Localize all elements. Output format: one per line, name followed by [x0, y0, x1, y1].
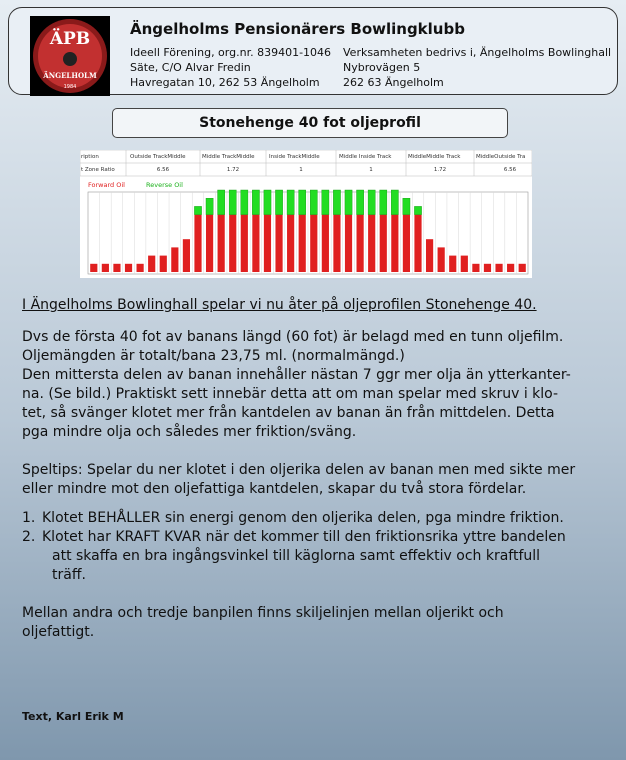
page-title: Stonehenge 40 fot oljeprofil — [112, 108, 508, 138]
table-header-cell: ription — [81, 154, 99, 160]
table-cell: 6.56 — [156, 167, 170, 173]
list-item — [22, 528, 614, 585]
paragraph-closing — [22, 604, 614, 642]
table-row-label: t Zone Ratio — [81, 167, 115, 173]
table-cell: 1 — [299, 167, 303, 173]
text-line: träff. — [52, 567, 86, 583]
forward-oil-bar — [484, 264, 491, 272]
reverse-oil-bar — [264, 190, 271, 215]
reverse-oil-bar — [310, 190, 317, 215]
reverse-oil-bar — [368, 190, 375, 215]
forward-oil-bar — [380, 215, 387, 272]
table-cell: 1.72 — [433, 167, 447, 173]
forward-oil-bar — [299, 215, 306, 272]
reverse-oil-bar — [206, 198, 213, 214]
forward-oil-bar — [113, 264, 120, 272]
reverse-oil-bar — [194, 206, 201, 214]
forward-oil-bar — [206, 215, 213, 272]
forward-oil-bar — [252, 215, 259, 272]
reverse-oil-bar — [275, 190, 282, 215]
forward-oil-bar — [125, 264, 132, 272]
text-line: att skaffa en bra ingångsvinkel till käglorna samt effektiv och kraftfull — [52, 548, 541, 564]
text-line: oljefattigt. — [22, 624, 95, 640]
forward-oil-bar — [414, 215, 421, 272]
text-line: na. (Se bild.) Praktiskt sett innebär detta att om man spelar med skruv i klo- — [22, 386, 559, 402]
reverse-oil-bar — [287, 190, 294, 215]
reverse-oil-bar — [333, 190, 340, 215]
forward-oil-bar — [519, 264, 526, 272]
legend-reverse-oil: Reverse Oil — [146, 181, 183, 189]
forward-oil-bar — [171, 247, 178, 272]
forward-oil-bar — [426, 239, 433, 272]
club-info-line: Säte, C/O Alvar Fredin — [130, 61, 251, 74]
club-name: Ängelholms Pensionärers Bowlingklubb — [130, 20, 465, 38]
forward-oil-bar — [218, 215, 225, 272]
table-header-cell: MiddleMiddle Track — [408, 154, 461, 160]
club-logo — [30, 16, 110, 96]
reverse-oil-bar — [391, 190, 398, 215]
forward-oil-bar — [310, 215, 317, 272]
legend-forward-oil: Forward Oil — [88, 181, 125, 189]
forward-oil-bar — [322, 215, 329, 272]
table-header-cell: Inside TrackMiddle — [269, 154, 320, 160]
text-line: Klotet BEHÅLLER sin energi genom den oljerika delen, pga mindre friktion. — [42, 510, 564, 526]
forward-oil-bar — [472, 264, 479, 272]
forward-oil-bar — [229, 215, 236, 272]
text-line: Klotet har KRAFT KVAR när det kommer till den friktionsrika yttre bandelen — [42, 529, 566, 545]
forward-oil-bar — [194, 215, 201, 272]
forward-oil-bar — [495, 264, 502, 272]
text-line: Den mittersta delen av banan innehåller nästan 7 ggr mer olja än ytterkanter- — [22, 367, 571, 383]
logo-top-text: ÄPB — [49, 29, 91, 49]
text-line: pga mindre olja och således mer friktion/sväng. — [22, 424, 357, 440]
list-item — [22, 509, 614, 528]
forward-oil-bar — [102, 264, 109, 272]
forward-oil-bar — [333, 215, 340, 272]
article-body — [22, 296, 614, 642]
paragraph-oil-description — [22, 328, 614, 442]
text-line: Dvs de första 40 fot av banans längd (60 fot) är belagd med en tunn oljefilm. — [22, 329, 564, 345]
forward-oil-bar — [449, 256, 456, 272]
advantages-list — [22, 509, 614, 585]
forward-oil-bar — [507, 264, 514, 272]
table-header-cell: Outside TrackMiddle — [130, 154, 186, 160]
forward-oil-bar — [461, 256, 468, 272]
reverse-oil-bar — [299, 190, 306, 215]
forward-oil-bar — [183, 239, 190, 272]
text-line: Speltips: Spelar du ner klotet i den oljerika delen av banan men med sikte mer — [22, 462, 576, 478]
club-info-line: Havregatan 10, 262 53 Ängelholm — [130, 76, 320, 89]
forward-oil-bar — [287, 215, 294, 272]
forward-oil-bar — [391, 215, 398, 272]
forward-oil-bar — [357, 215, 364, 272]
reverse-oil-bar — [252, 190, 259, 215]
text-line: tet, så svänger klotet mer från kantdelen av banan än från mittdelen. Detta — [22, 405, 555, 421]
reverse-oil-bar — [241, 190, 248, 215]
forward-oil-bar — [241, 215, 248, 272]
paragraph-tips — [22, 461, 614, 499]
forward-oil-bar — [403, 215, 410, 272]
reverse-oil-bar — [229, 190, 236, 215]
logo-bottom-text: ÄNGELHOLM — [43, 71, 97, 80]
forward-oil-bar — [368, 215, 375, 272]
table-header-cell: MiddleOutside Tra — [476, 154, 526, 160]
text-line: Mellan andra och tredje banpilen finns skiljelinjen mellan oljerikt och — [22, 605, 504, 621]
forward-oil-bar — [264, 215, 271, 272]
club-info-left — [130, 45, 331, 90]
author-credit: Text, Karl Erik M — [22, 710, 124, 723]
reverse-oil-bar — [357, 190, 364, 215]
list-number: 2. — [22, 529, 36, 545]
forward-oil-bar — [275, 215, 282, 272]
table-cell: 1.72 — [226, 167, 240, 173]
ratio-table — [80, 150, 532, 176]
table-cell: 1 — [369, 167, 373, 173]
club-info-line: Verksamheten bedrivs i, Ängelholms Bowlinghall — [343, 46, 612, 59]
club-info-line: 262 63 Ängelholm — [343, 76, 444, 89]
reverse-oil-bar — [322, 190, 329, 215]
table-header-cell: Middle TrackMiddle — [202, 154, 255, 160]
table-header-cell: Middle Inside Track — [339, 154, 392, 160]
text-line: eller mindre mot den oljefattiga kantdelen, skapar du två stora fördelar. — [22, 481, 527, 497]
reverse-oil-bar — [380, 190, 387, 215]
reverse-oil-bar — [414, 206, 421, 214]
club-header — [8, 7, 618, 95]
logo-year: 1984 — [63, 84, 77, 90]
club-info-line: Ideell Förening, org.nr. 839401-1046 — [130, 46, 332, 59]
forward-oil-bar — [438, 247, 445, 272]
bowling-ball-icon — [63, 52, 77, 66]
oil-profile-chart — [80, 150, 532, 278]
forward-oil-bar — [160, 256, 167, 272]
reverse-oil-bar — [218, 190, 225, 215]
reverse-oil-bar — [345, 190, 352, 215]
intro-heading: I Ängelholms Bowlinghall spelar vi nu åter på oljeprofilen Stonehenge 40. — [22, 297, 537, 313]
forward-oil-bar — [90, 264, 97, 272]
forward-oil-bar — [148, 256, 155, 272]
table-cell: 6.56 — [503, 167, 517, 173]
list-number: 1. — [22, 510, 36, 526]
club-info-right — [343, 45, 611, 90]
forward-oil-bar — [137, 264, 144, 272]
reverse-oil-bar — [403, 198, 410, 214]
forward-oil-bar — [345, 215, 352, 272]
text-line: Oljemängden är totalt/bana 23,75 ml. (normalmängd.) — [22, 348, 405, 364]
club-info-line: Nybrovägen 5 — [343, 61, 421, 74]
